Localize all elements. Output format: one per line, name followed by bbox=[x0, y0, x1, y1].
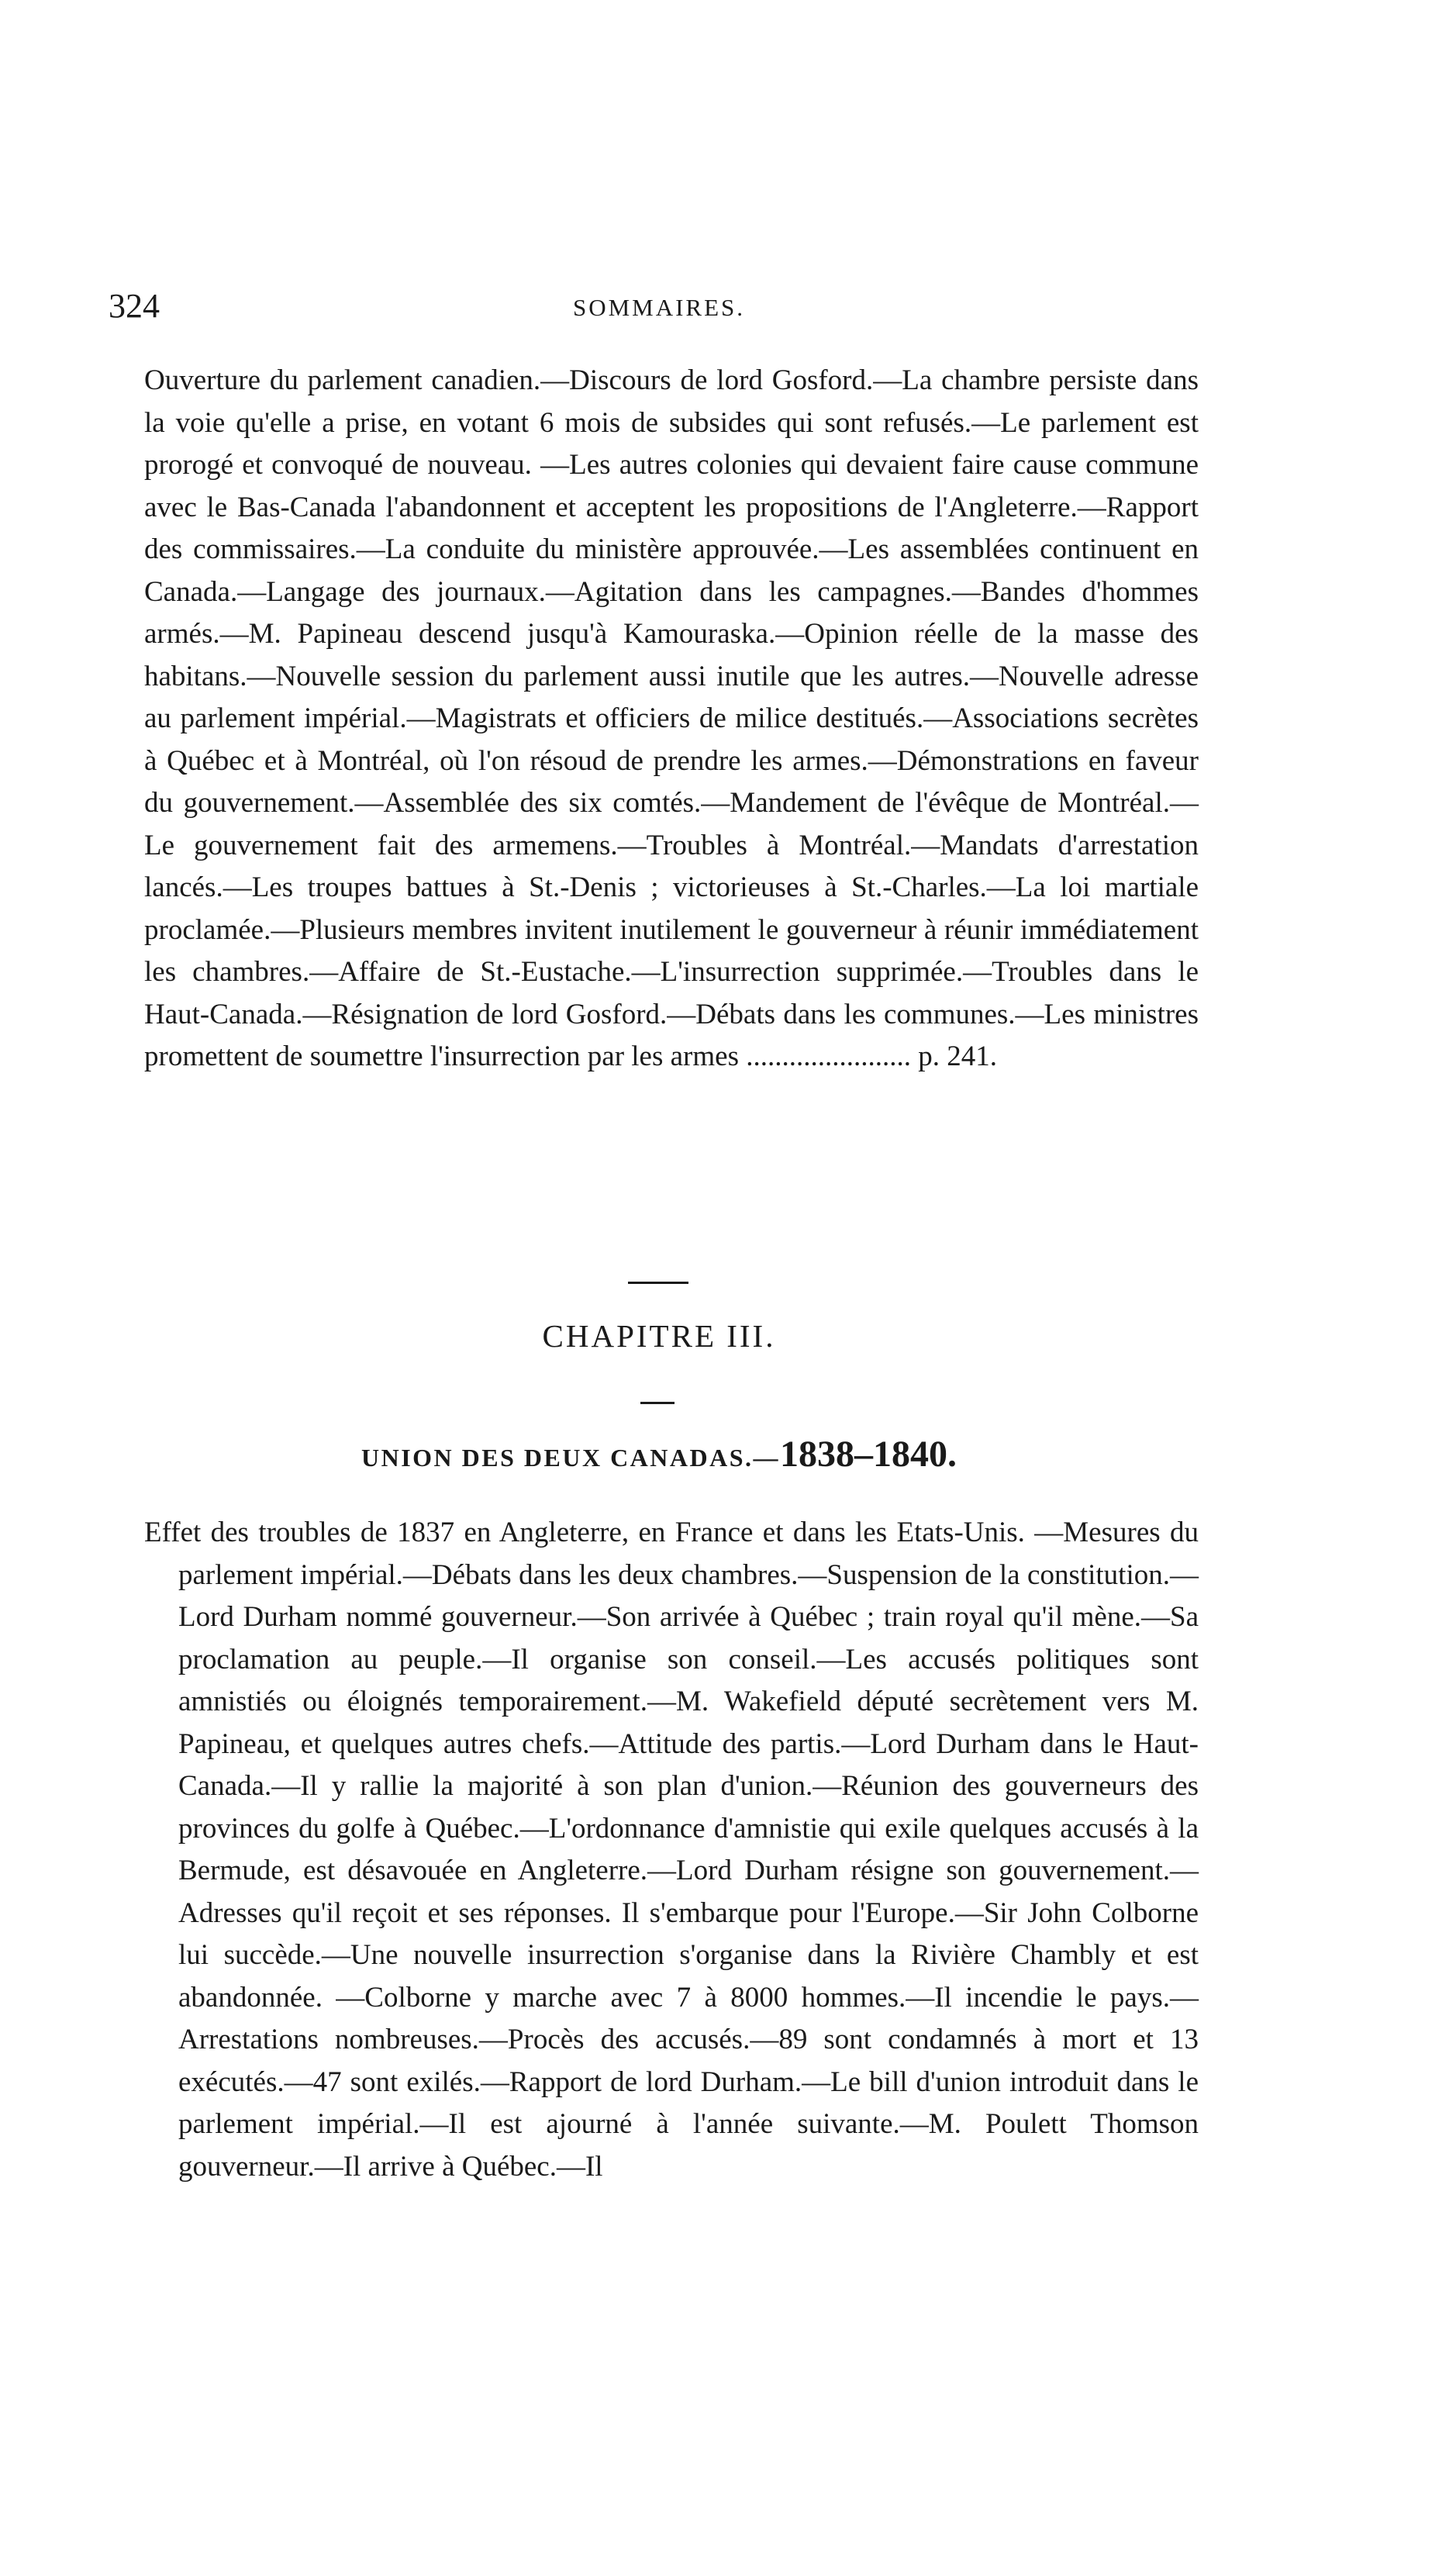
chapter-ii-summary bbox=[144, 360, 1199, 1078]
dot-leader: ....................... bbox=[738, 1040, 919, 1072]
running-head bbox=[109, 287, 1209, 326]
summary-text: Effet des troubles de 1837 en Angleterre, en France et dans les Etats-Unis. —Mesures du parlement impérial.—Débats dans les deux chambres.—Suspension de la constitution.—Lord Durham nommé gouverneur.—Son arrivée à Québec ; train royal qu'il mène.—Sa proclamation au peuple.—Il organise son conseil.—Les accusés politiques sont amnistiés ou éloignés temporairement.—M. Wakefield député secrètement vers M. Papineau, et quelques autres chefs.—Attitude des partis.—Lord Durham dans le Haut-Canada.—Il y rallie la majorité à son plan d'union.—Réunion des gouverneurs des provinces du golfe à Québec.—L'ordonnance d'amnistie qui exile quelques accusés à la Bermude, est désavouée en Angleterre.—Lord Durham résigne son gouvernement.—Adresses qu'il reçoit et ses réponses. Il s'embarque pour l'Europe.—Sir John Colborne lui succède.—Une nouvelle insurrection s'organise dans la Rivière Chambly et est abandonnée. —Colborne y marche avec 7 à 8000 hommes.—Il incendie le pays.—Arrestations nombreuses.—Procès des accusés.—89 sont condamnés à mort et 13 exécutés.—47 sont exilés.—Rapport de lord Durham.—Le bill d'union introduit dans le parlement impérial.—Il est ajourné à l'année suivante.—M. Poulett Thomson gouverneur.—Il arrive à Québec.—Il bbox=[144, 1517, 1199, 2183]
chapter-subtitle bbox=[0, 1433, 1318, 1475]
chapter-years: 1838–1840. bbox=[780, 1434, 957, 1475]
chapter-heading: CHAPITRE III. bbox=[542, 1318, 776, 1354]
page-number: 324 bbox=[109, 287, 160, 325]
chapter-iii-summary bbox=[144, 1512, 1199, 2188]
heading-divider bbox=[640, 1402, 675, 1404]
summary-text: Ouverture du parlement canadien.—Discours de lord Gosford.—La chambre persiste dans la voie qu'elle a prise, en votant 6 mois de subsides qui sont refusés.—Le parlement est prorogé et convoqué de nouveau. —Les autres colonies qui devaient faire cause commune avec le Bas-Canada l'abandonnent et acceptent les propositions de l'Angleterre.—Rapport des commissaires.—La conduite du ministère approuvée.—Les assemblées continuent en Canada.—Langage des journaux.—Agitation dans les campagnes.—Bandes d'hommes armés.—M. Papineau descend jusqu'à Kamouraska.—Opinion réelle de la masse des habitans.—Nouvelle session du parlement aussi inutile que les autres.—Nouvelle adresse au parlement impérial.—Magistrats et officiers de milice destitués.—Associations secrètes à Québec et à Montréal, où l'on résoud de prendre les armes.—Démonstrations en faveur du gouvernement.—Assemblée des six comtés.—Mandement de l'évêque de Montréal.—Le gouvernement fait des armemens.—Troubles à Montréal.—Mandats d'arrestation lancés.—Les troupes battues à St.-Denis ; victorieuses à St.-Charles.—La loi martiale proclamée.—Plusieurs membres invitent inutilement le gouverneur à réunir immédiatement les chambres.—Affaire de St.-Eustache.—L'insurrection supprimée.—Troubles dans le Haut-Canada.—Résignation de lord Gosford.—Débats dans les communes.—Les ministres promettent de soumettre l'insurrection par les armes bbox=[144, 364, 1199, 1072]
chapter-subtitle-text: UNION DES DEUX CANADAS.— bbox=[361, 1444, 781, 1472]
section-divider bbox=[628, 1282, 688, 1284]
running-title: SOMMAIRES. bbox=[572, 294, 746, 321]
page-reference: p. 241. bbox=[918, 1040, 997, 1072]
